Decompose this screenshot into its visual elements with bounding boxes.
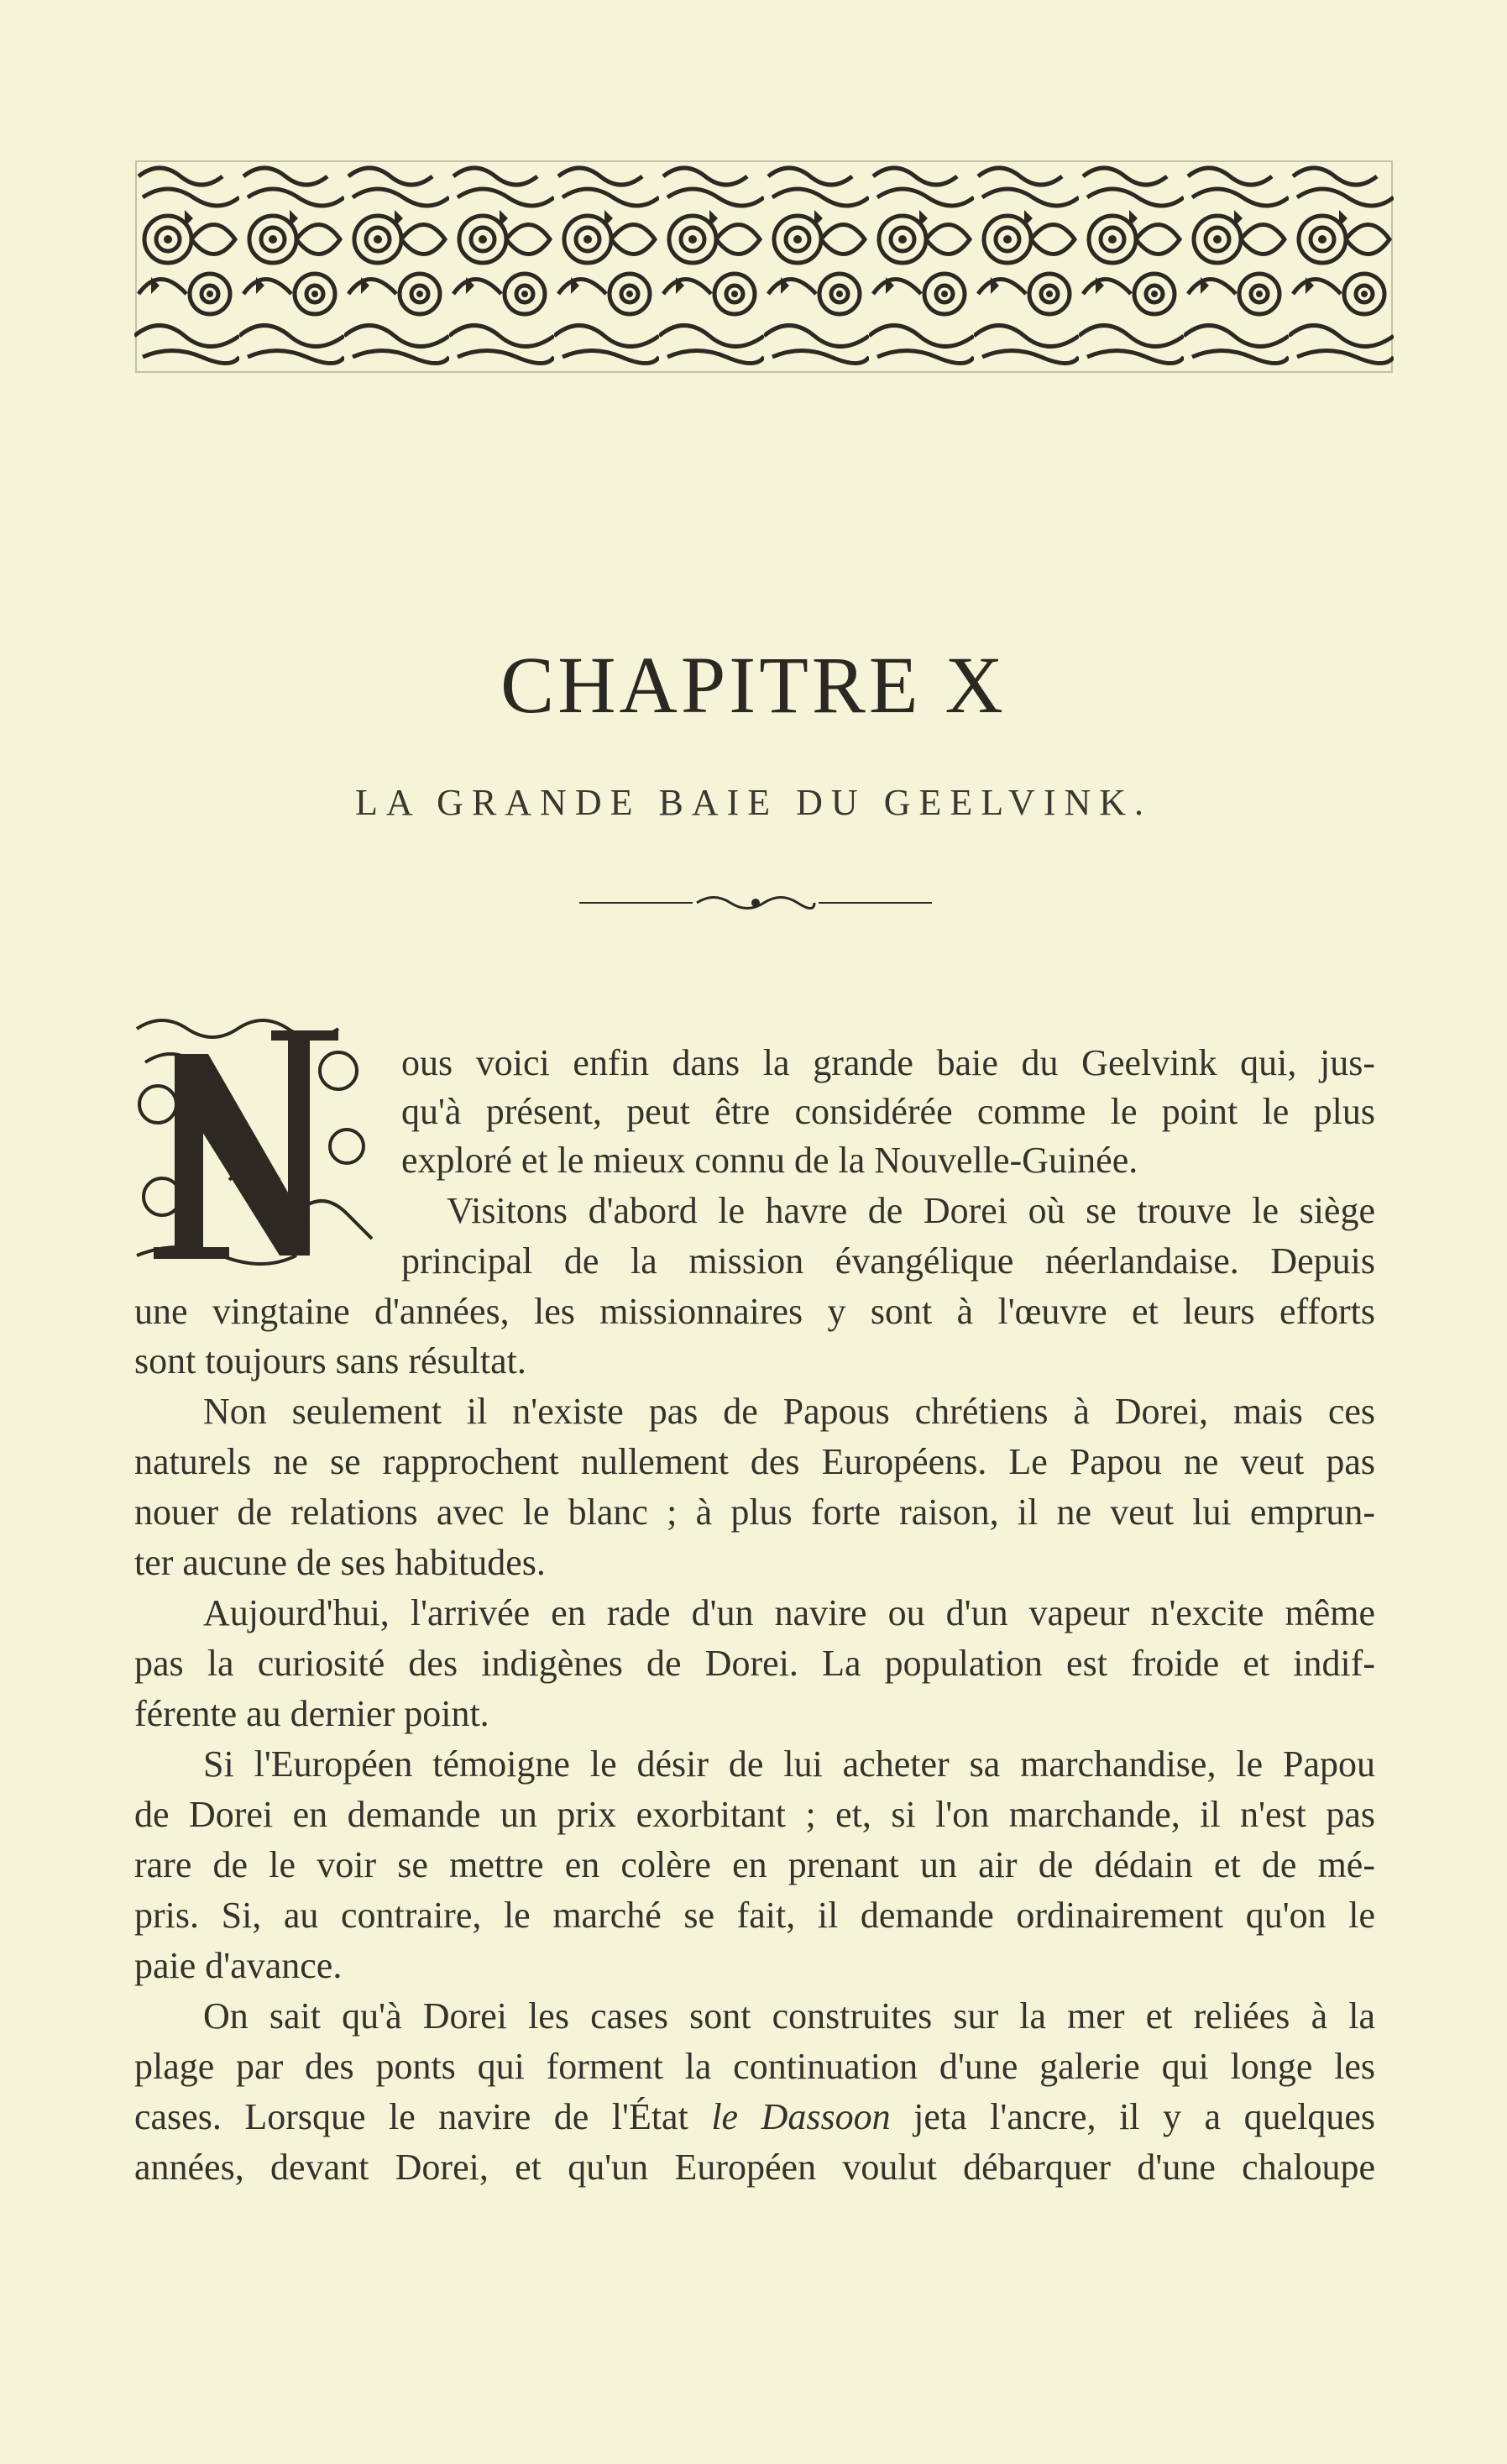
dropcap-n-ornament (128, 1012, 380, 1272)
text-line: naturels ne se rapprochent nullement des Européens. Le Papou ne veut pas (134, 1441, 1375, 1482)
text-line: nouer de relations avec le blanc ; à plus forte raison, il ne veut lui emprun- (134, 1492, 1375, 1533)
chapter-title: CHAPITRE X (500, 640, 1007, 730)
text-line: de Dorei en demande un prix exorbitant ; et, si l'on marchande, il n'est pas (134, 1794, 1375, 1835)
text-line: On sait qu'à Dorei les cases sont construites sur la mer et reliées à la (203, 1995, 1375, 2037)
text-line: rare de le voir se mettre en colère en prenant un air de dédain et de mé- (134, 1844, 1375, 1885)
ornamental-separator (579, 890, 932, 915)
text-line: ter aucune de ses habitudes. (134, 1542, 546, 1583)
text-line: Si l'Européen témoigne le désir de lui acheter sa marchandise, le Papou (203, 1743, 1375, 1785)
text-line: années, devant Dorei, et qu'un Européen voulut débarquer d'une chaloupe (134, 2147, 1375, 2188)
text-line: une vingtaine d'années, les missionnaires y sont à l'œuvre et leurs efforts (134, 1291, 1375, 1332)
ornamental-headpiece (134, 160, 1394, 374)
text-run: jeta l'ancre, il y a quelques (913, 2096, 1375, 2137)
text-line: exploré et le mieux connu de la Nouvelle-Guinée. (401, 1140, 1138, 1181)
text-line-with-italic (134, 2093, 1375, 2142)
text-line: sont toujours sans résultat. (134, 1340, 526, 1381)
text-line: pris. Si, au contraire, le marché se fait, il demande ordinairement qu'on le (134, 1895, 1375, 1936)
text-line: principal de la mission évangélique néerlandaise. Depuis (401, 1240, 1375, 1282)
text-line: qu'à présent, peut être considérée comme le point le plus (401, 1091, 1375, 1132)
text-line: Visitons d'abord le havre de Dorei où se trouve le siège (447, 1190, 1375, 1231)
text-line: pas la curiosité des indigènes de Dorei. La population est froide et indif- (134, 1643, 1375, 1684)
chapter-subtitle: LA GRANDE BAIE DU GEELVINK. (354, 782, 1153, 823)
text-line: férente au dernier point. (134, 1693, 489, 1734)
ship-name-italic: le Dassoon (711, 2096, 891, 2137)
text-line: Non seulement il n'existe pas de Papous chrétiens à Dorei, mais ces (203, 1391, 1375, 1432)
text-line: plage par des ponts qui forment la continuation d'une galerie qui longe les (134, 2046, 1375, 2087)
text-line: Aujourd'hui, l'arrivée en rade d'un navire ou d'un vapeur n'excite même (203, 1592, 1375, 1633)
text-run: cases. Lorsque le navire de l'État (134, 2096, 688, 2137)
text-line: ous voici enfin dans la grande baie du Geelvink qui, jus- (401, 1042, 1375, 1083)
text-line: paie d'avance. (134, 1945, 343, 1986)
